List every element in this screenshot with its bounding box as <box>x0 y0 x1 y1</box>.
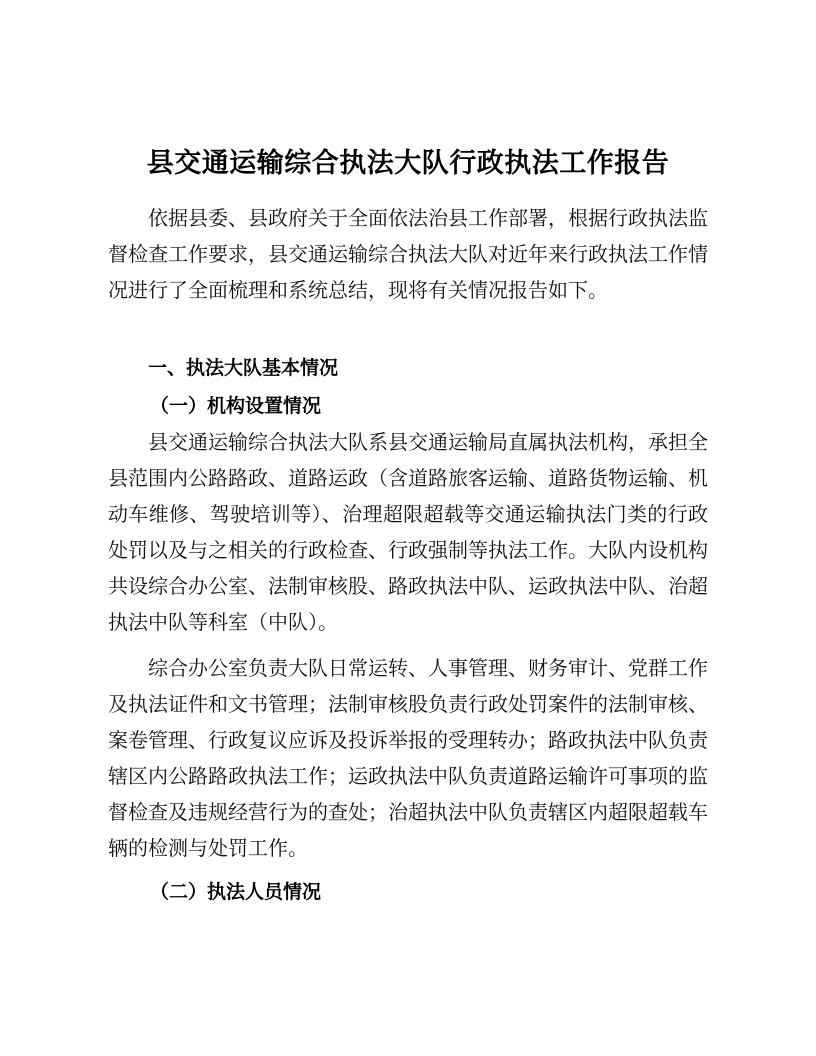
organization-paragraph: 县交通运输综合执法大队系县交通运输局直属执法机构，承担全县范围内公路路政、道路运政（含道路旅客运输、道路货物运输、机动车维修、驾驶培训等）、治理超限超载等交通运输执法门类的行政处罚以及与之相关的行政检查、行政强制等执法工作。大队内设机构共设综合办公室、法制审核股、路政执法中队、运政执法中队、治超执法中队等科室（中队）。 <box>108 430 708 634</box>
section-heading-basic-info: 一、执法大队基本情况 <box>148 357 339 379</box>
intro-paragraph: 依据县委、县政府关于全面依法治县工作部署，根据行政执法监督检查工作要求，县交通运输综合执法大队对近年来行政执法工作情况进行了全面梳理和系统总结，现将有关情况报告如下。 <box>108 206 708 302</box>
document-title: 县交通运输综合执法大队行政执法工作报告 <box>146 148 670 179</box>
subsection-heading-personnel: （二）执法人员情况 <box>150 881 322 903</box>
subsection-heading-organization: （一）机构设置情况 <box>150 395 322 417</box>
duties-paragraph: 综合办公室负责大队日常运转、人事管理、财务审计、党群工作及执法证件和文书管理；法制审核股负责行政处罚案件的法制审核、案卷管理、行政复议应诉及投诉举报的受理转办；路政执法中队负责辖区内公路路政执法工作；运政执法中队负责道路运输许可事项的监督检查及违规经营行为的查处；治超执法中队负责辖区内超限超载车辆的检测与处罚工作。 <box>108 656 708 860</box>
